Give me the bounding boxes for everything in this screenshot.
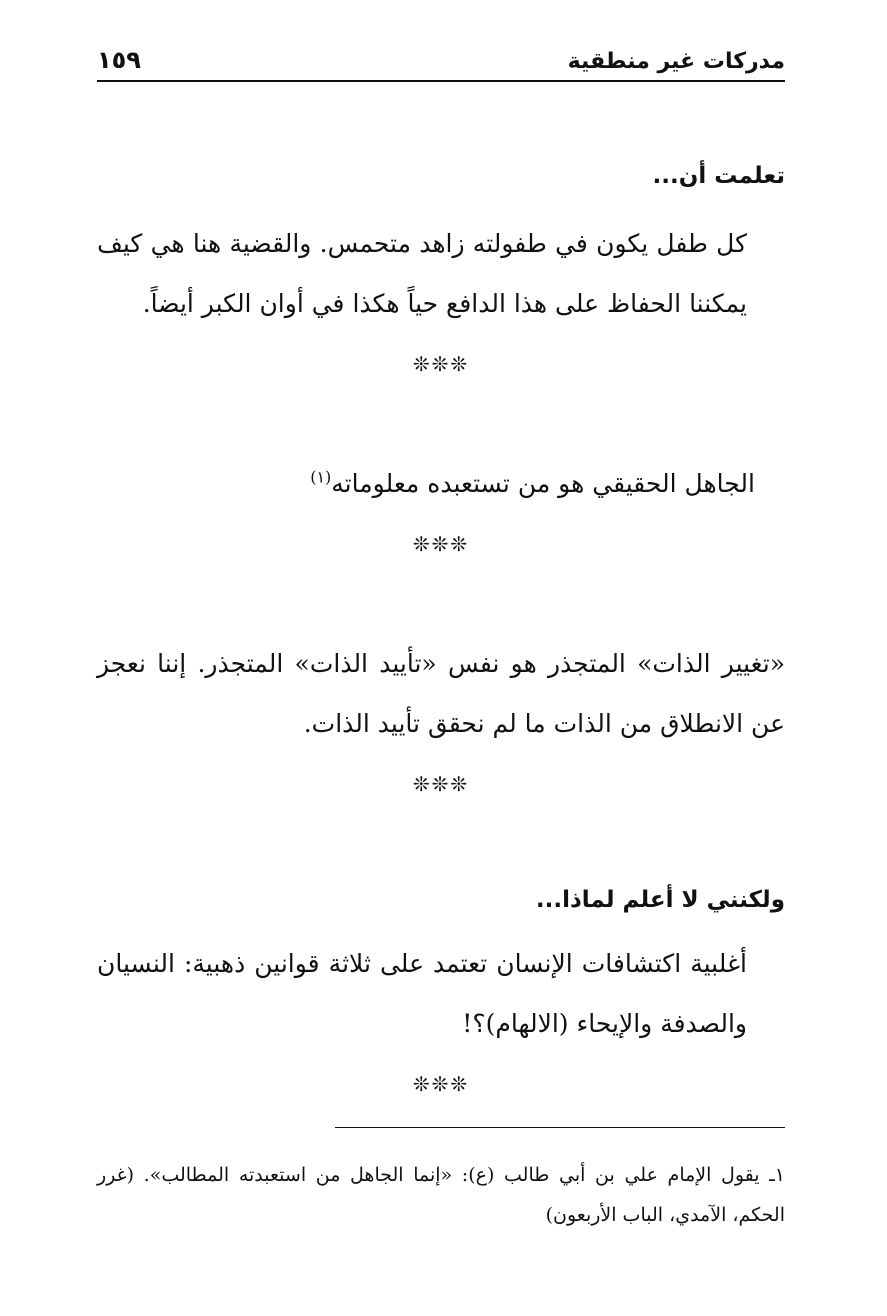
paragraph: «تغيير الذات» المتجذر هو نفس «تأييد الذات» المتجذر. إننا نعجز عن الانطلاق من الذات ما لم نحقق تأييد الذات. bbox=[97, 649, 785, 739]
footnote-divider bbox=[335, 1127, 785, 1128]
section-heading: ولكنني لا أعلم لماذا... bbox=[535, 887, 785, 914]
section-self-change bbox=[97, 634, 785, 797]
paragraph-text: الجاهل الحقيقي هو من تستعبده معلوماته bbox=[331, 469, 755, 499]
paragraph: أغلبية اكتشافات الإنسان تعتمد على ثلاثة قوانين ذهبية: النسيان والصدفة والإيحاء (الالهام)؟! bbox=[97, 949, 747, 1039]
section-heading: تعلمت أن... bbox=[652, 163, 785, 189]
footnote-reference: (١) bbox=[310, 467, 332, 487]
section-learned bbox=[97, 160, 785, 377]
paragraph: كل طفل يكون في طفولته زاهد متحمس. والقضية هنا هي كيف يمكننا الحفاظ على هذا الدافع حياً هكذا في أوان الكبر أيضاً. bbox=[97, 229, 747, 319]
section-ignorant bbox=[97, 454, 785, 557]
running-title: مدركات غير منطقية bbox=[567, 49, 785, 74]
page-content bbox=[97, 160, 785, 1097]
running-header bbox=[97, 42, 785, 82]
section-separator: ❊❊❊ bbox=[412, 1072, 470, 1097]
page-number: ١٥٩ bbox=[97, 46, 141, 74]
paragraph bbox=[97, 454, 785, 514]
section-why bbox=[97, 884, 785, 1097]
section-separator: ❊❊❊ bbox=[412, 772, 470, 797]
section-separator: ❊❊❊ bbox=[412, 352, 470, 377]
section-separator: ❊❊❊ bbox=[412, 532, 470, 557]
footnote: ١ـ يقول الإمام علي بن أبي طالب (ع): «إنما الجاهل من استعبدته المطالب». (غرر الحكم، الآمدي، الباب الأربعون) bbox=[97, 1164, 785, 1226]
